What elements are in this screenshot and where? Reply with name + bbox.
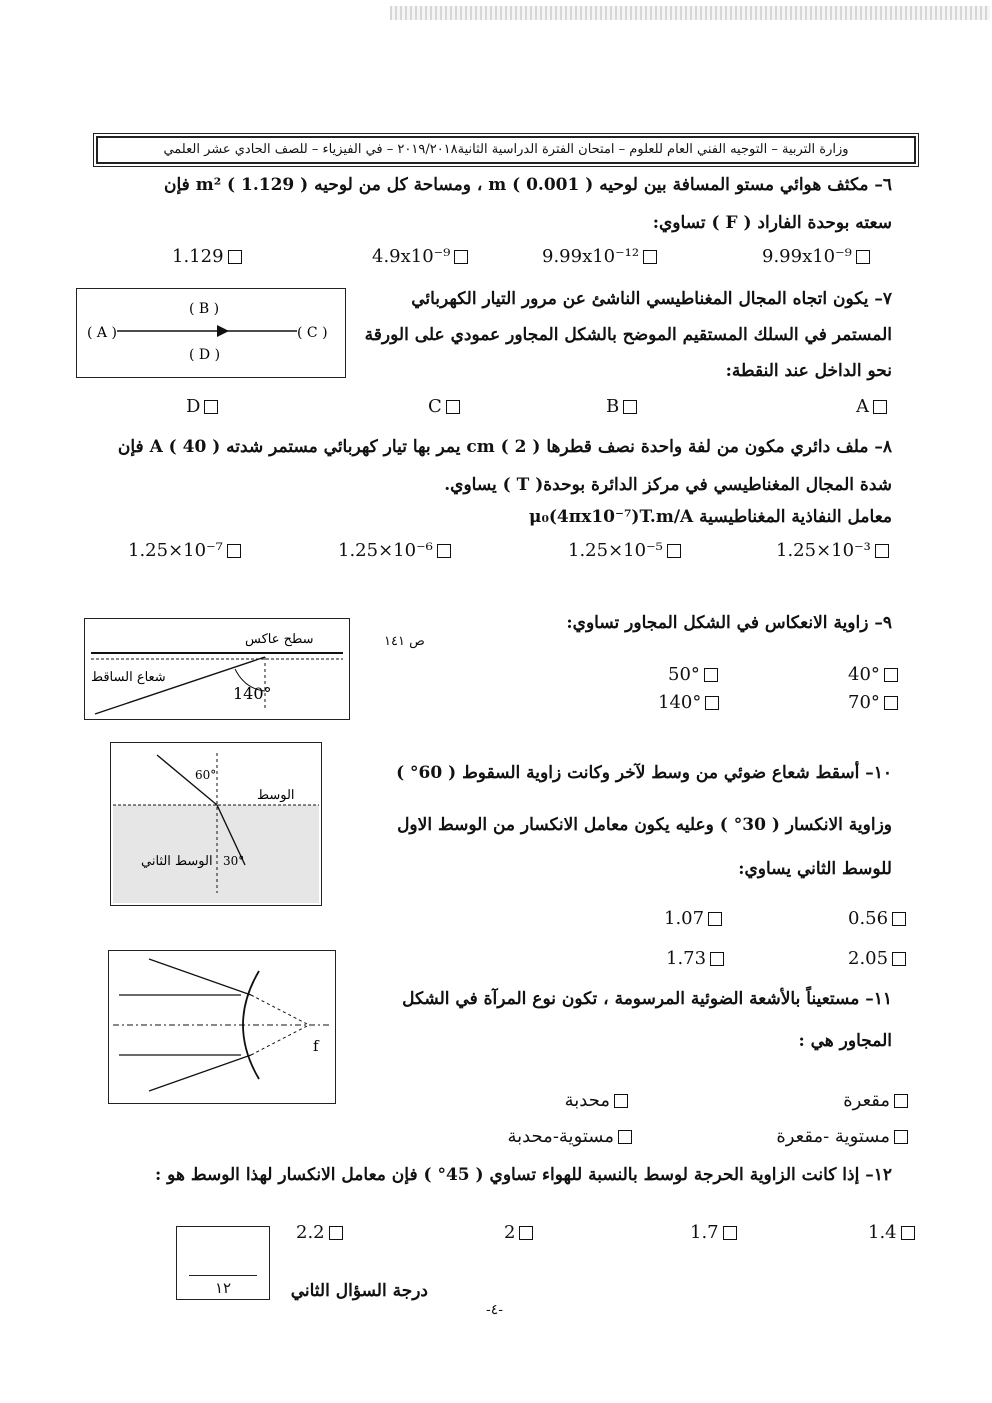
q7-option-c[interactable]: C (428, 396, 464, 417)
score-label: درجة السؤال الثاني (290, 1281, 428, 1301)
q9-option-2[interactable]: 50° (668, 664, 722, 685)
q6-option-4[interactable]: 1.129 (172, 246, 246, 267)
checkbox[interactable] (446, 400, 460, 414)
q7-line1: ٧– يكون اتجاه المجال المغناطيسي الناشئ عن مرور التيار الكهربائي (411, 289, 892, 309)
ray-top-extension (251, 995, 309, 1025)
q6-option-2[interactable]: 9.99x10⁻¹² (542, 246, 661, 267)
point-b-label: ( B ) (189, 301, 220, 317)
checkbox[interactable] (892, 912, 906, 926)
q12-line1: ١٢– إذا كانت الزاوية الحرجة لوسط بالنسبة للهواء تساوي ( 45° ) فإن معامل الانكسار لهذا الوسط هو : (154, 1165, 892, 1185)
q11-line1: ١١– مستعيناً بالأشعة الضوئية المرسومة ، تكون نوع المرآة في الشكل (402, 989, 892, 1009)
scan-artifact (390, 6, 990, 20)
checkbox[interactable] (614, 1094, 628, 1108)
checkbox[interactable] (618, 1130, 632, 1144)
mirror-label: سطح عاكس (245, 632, 314, 647)
checkbox[interactable] (884, 696, 898, 710)
q8-option-3[interactable]: 1.25×10⁻⁶ (338, 540, 455, 561)
score-divider (189, 1275, 257, 1276)
checkbox[interactable] (710, 952, 724, 966)
q6-line2: سعته بوحدة الفاراد ( F ) تساوي: (652, 213, 892, 233)
q7-option-b[interactable]: B (606, 396, 641, 417)
exam-header: وزارة التربية – التوجيه الفني العام للعلوم – امتحان الفترة الدراسية الثانية٢٠١٩/٢٠١٨ – في الفيزياء – للصف الحادي عشر العلمي (96, 136, 916, 164)
q11-option-1[interactable]: مقعرة (843, 1090, 912, 1111)
checkbox[interactable] (623, 400, 637, 414)
q9-line1: ٩– زاوية الانعكاس في الشكل المجاور تساوي: (566, 613, 892, 633)
q10-option-1[interactable]: 0.56 (848, 908, 910, 929)
medium1-label: الوسط (257, 788, 295, 803)
q8-option-4[interactable]: 1.25×10⁻⁷ (128, 540, 245, 561)
q10-line1: ١٠– أسقط شعاع ضوئي من وسط لآخر وكانت زاوية السقوط ( 60° ) (396, 763, 892, 783)
checkbox[interactable] (705, 696, 719, 710)
checkbox[interactable] (329, 1226, 343, 1240)
q10-option-2[interactable]: 1.07 (664, 908, 726, 929)
q6-line1: ٦– مكثف هوائي مستو المسافة بين لوحيه m ( 0.001 ) ، ومساحة كل من لوحيه m² ( 1.129 ) فإن (163, 175, 892, 195)
focus-label: f (313, 1037, 319, 1055)
current-arrow (217, 325, 229, 337)
checkbox[interactable] (667, 544, 681, 558)
checkbox[interactable] (875, 544, 889, 558)
q12-option-1[interactable]: 1.4 (868, 1222, 919, 1243)
q9-option-1[interactable]: 40° (848, 664, 902, 685)
checkbox[interactable] (437, 544, 451, 558)
incidence-angle-label: 60° (195, 768, 217, 782)
q10-line2: وزاوية الانكسار ( 30° ) وعليه يكون معامل الانكسار من الوسط الاول (397, 815, 892, 835)
q10-option-4[interactable]: 1.73 (666, 948, 728, 969)
point-a-label: ( A ) (87, 325, 117, 341)
q12-option-4[interactable]: 2.2 (296, 1222, 347, 1243)
q7-line2: المستمر في السلك المستقيم الموضح بالشكل المجاور عمودي على الورقة (364, 325, 892, 345)
checkbox[interactable] (884, 668, 898, 682)
q7-option-d[interactable]: D (186, 396, 222, 417)
q7-line3: نحو الداخل عند النقطة: (725, 361, 892, 381)
checkbox[interactable] (723, 1226, 737, 1240)
q8-line1: ٨– ملف دائري مكون من لفة واحدة نصف قطرها cm ( 2 ) يمر بها تيار كهربائي مستمر شدته A ( 40 ) فإن (117, 437, 892, 457)
checkbox[interactable] (873, 400, 887, 414)
point-c-label: ( C ) (297, 325, 328, 341)
checkbox[interactable] (892, 952, 906, 966)
q11-option-4[interactable]: مستوية-محدبة (507, 1126, 636, 1147)
checkbox[interactable] (856, 250, 870, 264)
checkbox[interactable] (519, 1226, 533, 1240)
q8-line3: معامل النفاذية المغناطيسية μ₀(4πx10⁻⁷)T.m/A (529, 507, 892, 527)
incident-ray-label: شعاع الساقط (91, 670, 166, 685)
checkbox[interactable] (704, 668, 718, 682)
medium2-label: الوسط الثاني (141, 854, 213, 869)
ray-bottom-in (149, 1055, 251, 1091)
q6-option-1[interactable]: 9.99x10⁻⁹ (762, 246, 874, 267)
q9-page-ref: ص ١٤١ (384, 634, 425, 649)
q8-option-2[interactable]: 1.25×10⁻⁵ (568, 540, 685, 561)
q11-line2: المجاور هي : (798, 1031, 892, 1051)
checkbox[interactable] (643, 250, 657, 264)
checkbox[interactable] (454, 250, 468, 264)
q7-option-a[interactable]: A (856, 396, 891, 417)
checkbox[interactable] (901, 1226, 915, 1240)
q10-figure (110, 742, 322, 906)
page-number: -٤- (486, 1302, 503, 1318)
q7-figure (76, 288, 346, 378)
checkbox[interactable] (894, 1130, 908, 1144)
q6-option-3[interactable]: 4.9x10⁻⁹ (372, 246, 472, 267)
score-box (176, 1226, 270, 1300)
checkbox[interactable] (708, 912, 722, 926)
q12-option-2[interactable]: 1.7 (690, 1222, 741, 1243)
q9-option-3[interactable]: 70° (848, 692, 902, 713)
checkbox[interactable] (228, 250, 242, 264)
refraction-angle-label: 30° (223, 854, 245, 868)
q12-option-3[interactable]: 2 (504, 1222, 537, 1243)
point-d-label: ( D ) (189, 347, 221, 363)
q11-option-3[interactable]: مستوية -مقعرة (776, 1126, 912, 1147)
q11-option-2[interactable]: محدبة (565, 1090, 632, 1111)
q11-figure (108, 950, 336, 1104)
q8-line2: شدة المجال المغناطيسي في مركز الدائرة بوحدة( T ) يساوي. (444, 475, 892, 495)
q8-option-1[interactable]: 1.25×10⁻³ (776, 540, 893, 561)
score-max: ١٢ (214, 1279, 232, 1297)
q9-option-4[interactable]: 140° (658, 692, 723, 713)
q9-figure (84, 618, 350, 720)
checkbox[interactable] (227, 544, 241, 558)
q10-line3: للوسط الثاني يساوي: (738, 859, 892, 879)
ray-bottom-extension (251, 1025, 309, 1055)
checkbox[interactable] (204, 400, 218, 414)
ray-top-in (149, 959, 251, 995)
checkbox[interactable] (894, 1094, 908, 1108)
angle-label: 140° (233, 684, 272, 703)
q10-option-3[interactable]: 2.05 (848, 948, 910, 969)
